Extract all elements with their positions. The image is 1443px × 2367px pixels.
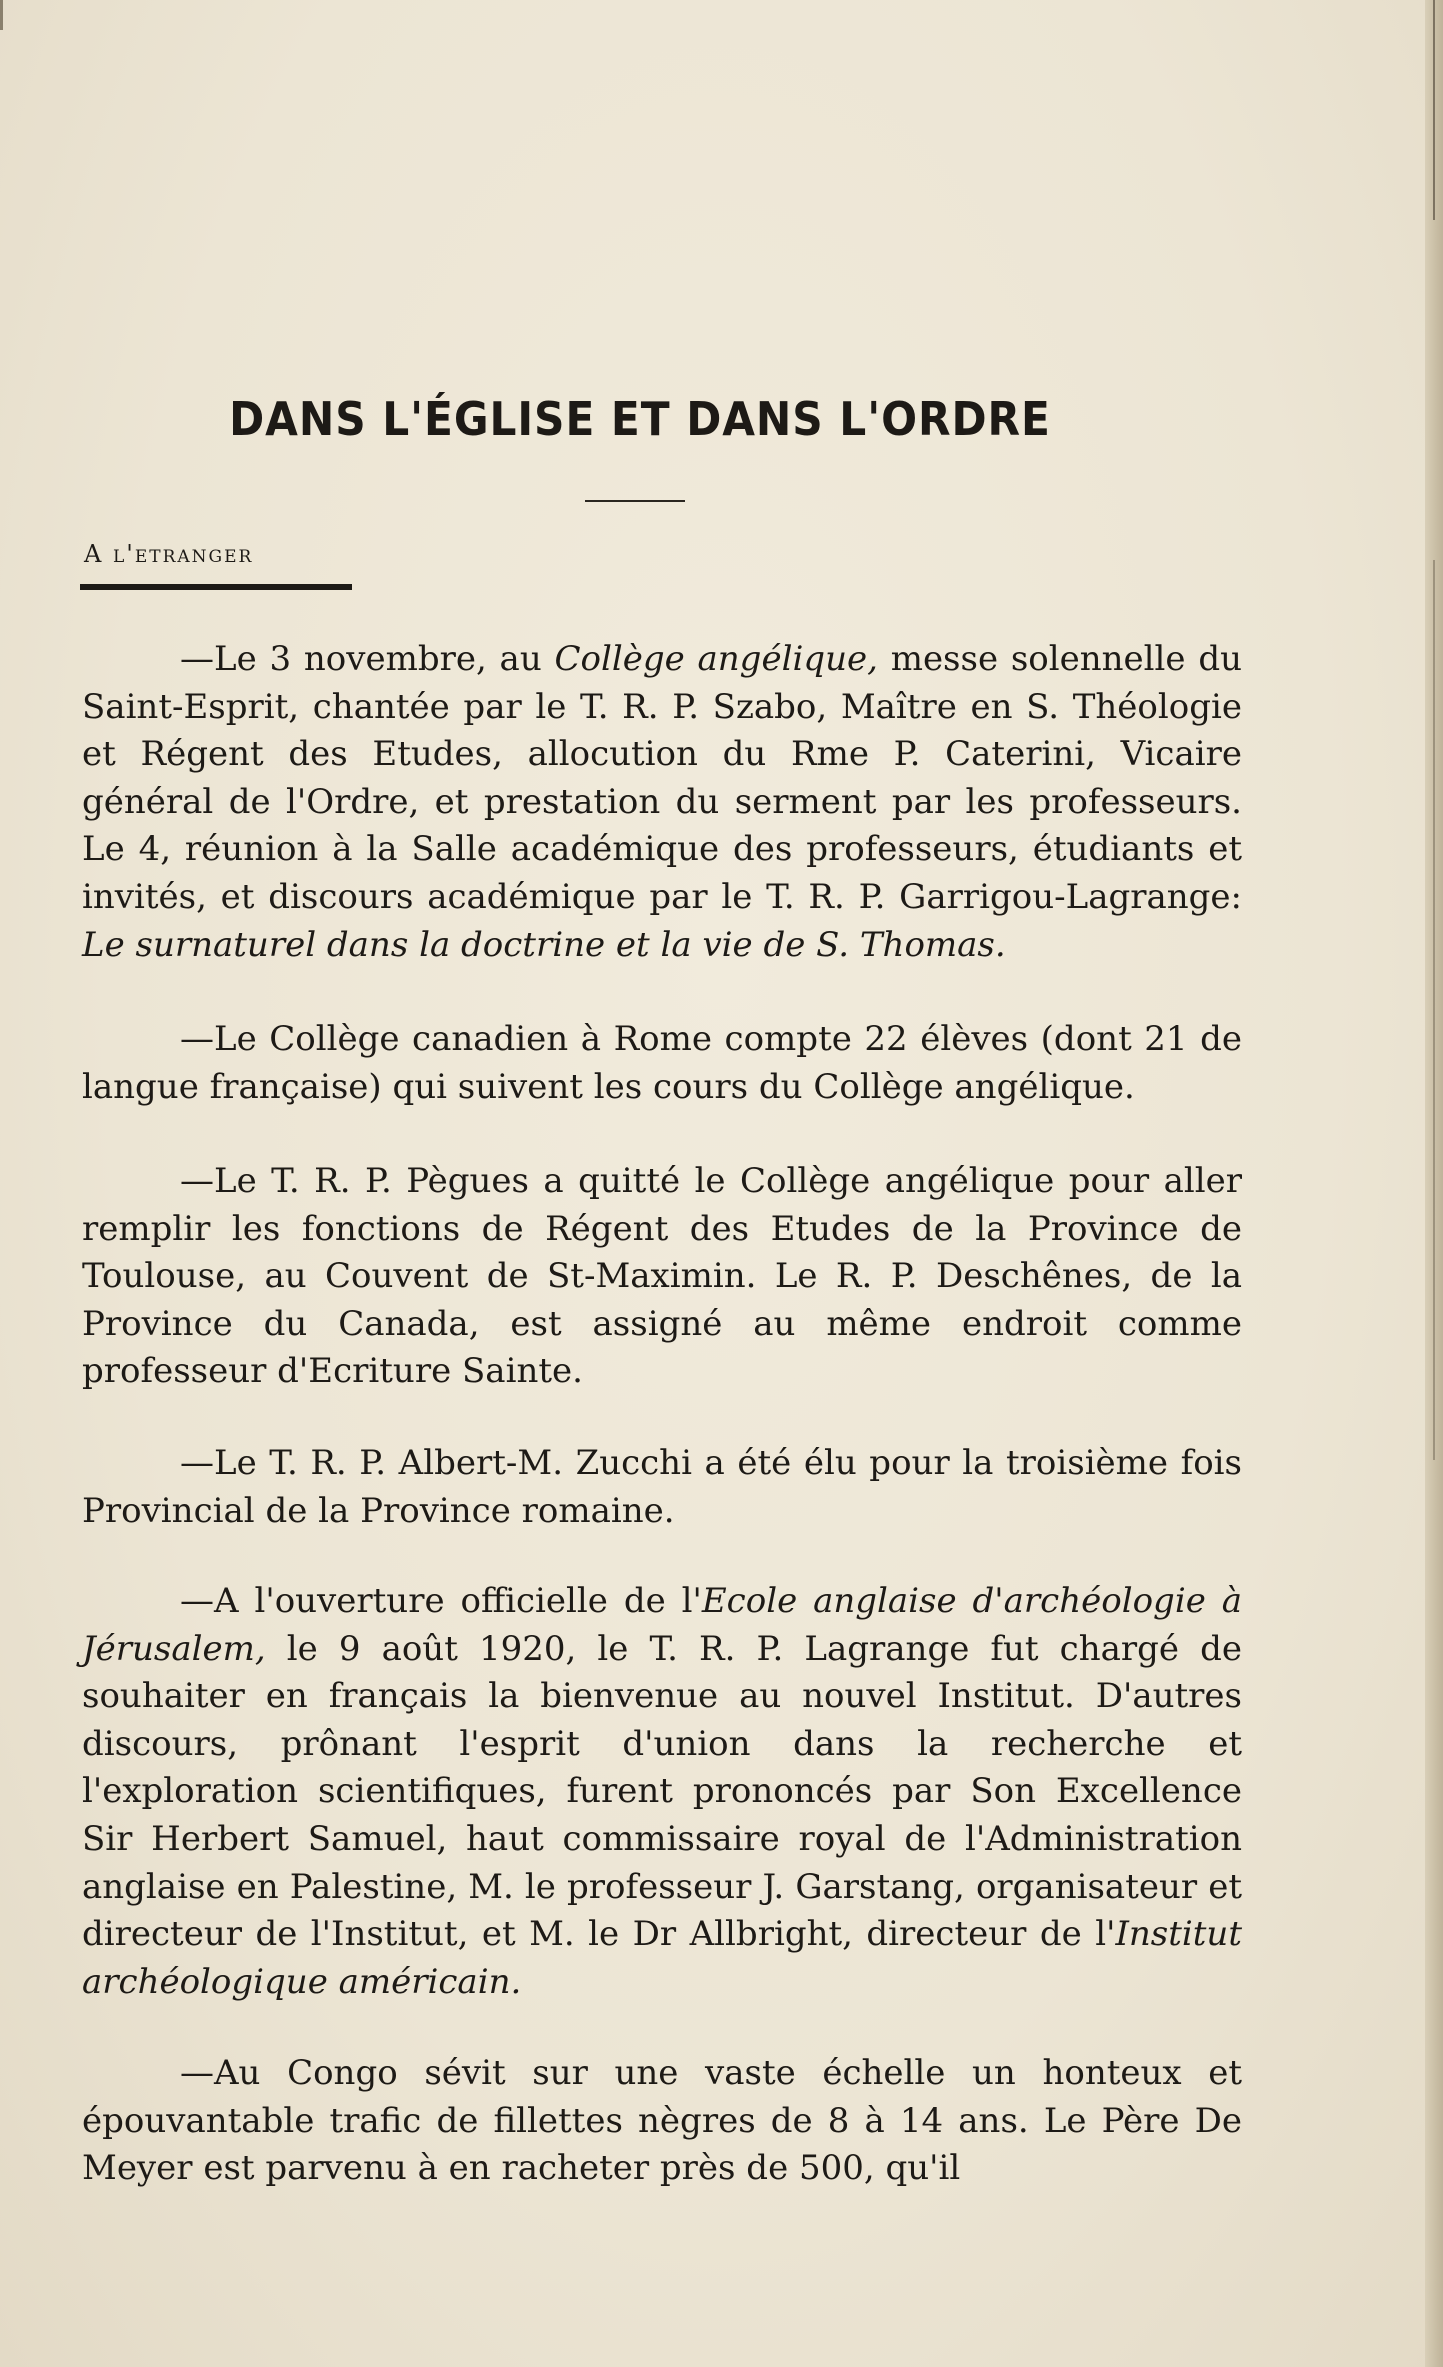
paragraph-italic: Collège angélique, [554, 639, 878, 679]
paragraph-italic: Le surnaturel dans la doctrine et la vie de S. Thomas. [82, 924, 1006, 965]
paragraph-text: —A l'ouverture officielle de l' [180, 1581, 702, 1621]
paragraph-congo [82, 2050, 1242, 2193]
title-rule [585, 500, 685, 502]
section-heading: A l'etranger [84, 540, 254, 568]
paragraph-college-canadien [82, 1016, 1242, 1111]
paragraph-text: —Le Collège canadien à Rome compte 22 élèves (dont 21 de langue française) qui suivent les cours du Collège angélique. [82, 1019, 1242, 1107]
paragraph-zucchi [82, 1440, 1242, 1535]
binding-line [1433, 560, 1435, 1460]
top-edge-mark [0, 0, 3, 30]
paragraph-text: —Au Congo sévit sur une vaste échelle un honteux et épouvantable trafic de fillettes nègres de 8 à 14 ans. Le Père De Meyer est parvenu à en racheter près de 500, qu'il [82, 2053, 1242, 2189]
binding-line [1433, 0, 1435, 220]
paragraph-text: messe solennelle du Saint-Esprit, chantée par le T. R. P. Szabo, Maître en S. Théologie et Régent des Etudes, allocution du Rme P. Caterini, Vicaire général de l'Ordre, et prestation du serment par les professeurs. Le 4, réunion à la Salle académique des professeurs, étudiants et invités, et discours académique par le T. R. P. Garrigou-Lagrange: [82, 639, 1242, 917]
page-binding-edge [1425, 0, 1443, 2367]
paragraph-text: —Le T. R. P. Pègues a quitté le Collège angélique pour aller remplir les fonctions de Régent des Etudes de la Province de Toulouse, au Couvent de St-Maximin. Le R. P. Deschênes, de la Province du Canada, est assigné au même endroit comme professeur d'Ecriture Sainte. [82, 1161, 1242, 1392]
paragraph-text: le 9 août 1920, le T. R. P. Lagrange fut chargé de souhaiter en français la bienvenue au nouvel Institut. D'autres discours, prônant l'esprit d'union dans la recherche et l'exploration scientifiques, furent prononcés par Son Excellence Sir Herbert Samuel, haut commissaire royal de l'Administration anglaise en Palestine, M. le professeur J. Garstang, organisateur et directeur de l'Institut, et M. le Dr Allbright, directeur de l' [82, 1628, 1242, 1955]
paragraph-italic: Institut archéologique américain. [82, 1914, 1242, 2002]
paragraph-pegues [82, 1158, 1242, 1396]
paragraph-ecole-anglaise [82, 1578, 1242, 2006]
section-underline [80, 584, 352, 590]
paragraph-text: —Le T. R. P. Albert-M. Zucchi a été élu pour la troisième fois Provincial de la Province romaine. [82, 1443, 1242, 1531]
paragraph-college-angelique [82, 636, 1242, 969]
paragraph-text: —Le 3 novembre, au [180, 639, 555, 679]
page-title: DANS L'ÉGLISE ET DANS L'ORDRE [229, 392, 1051, 446]
paragraph-italic: Ecole anglaise d'archéologie à Jérusalem, [82, 1581, 1243, 1669]
